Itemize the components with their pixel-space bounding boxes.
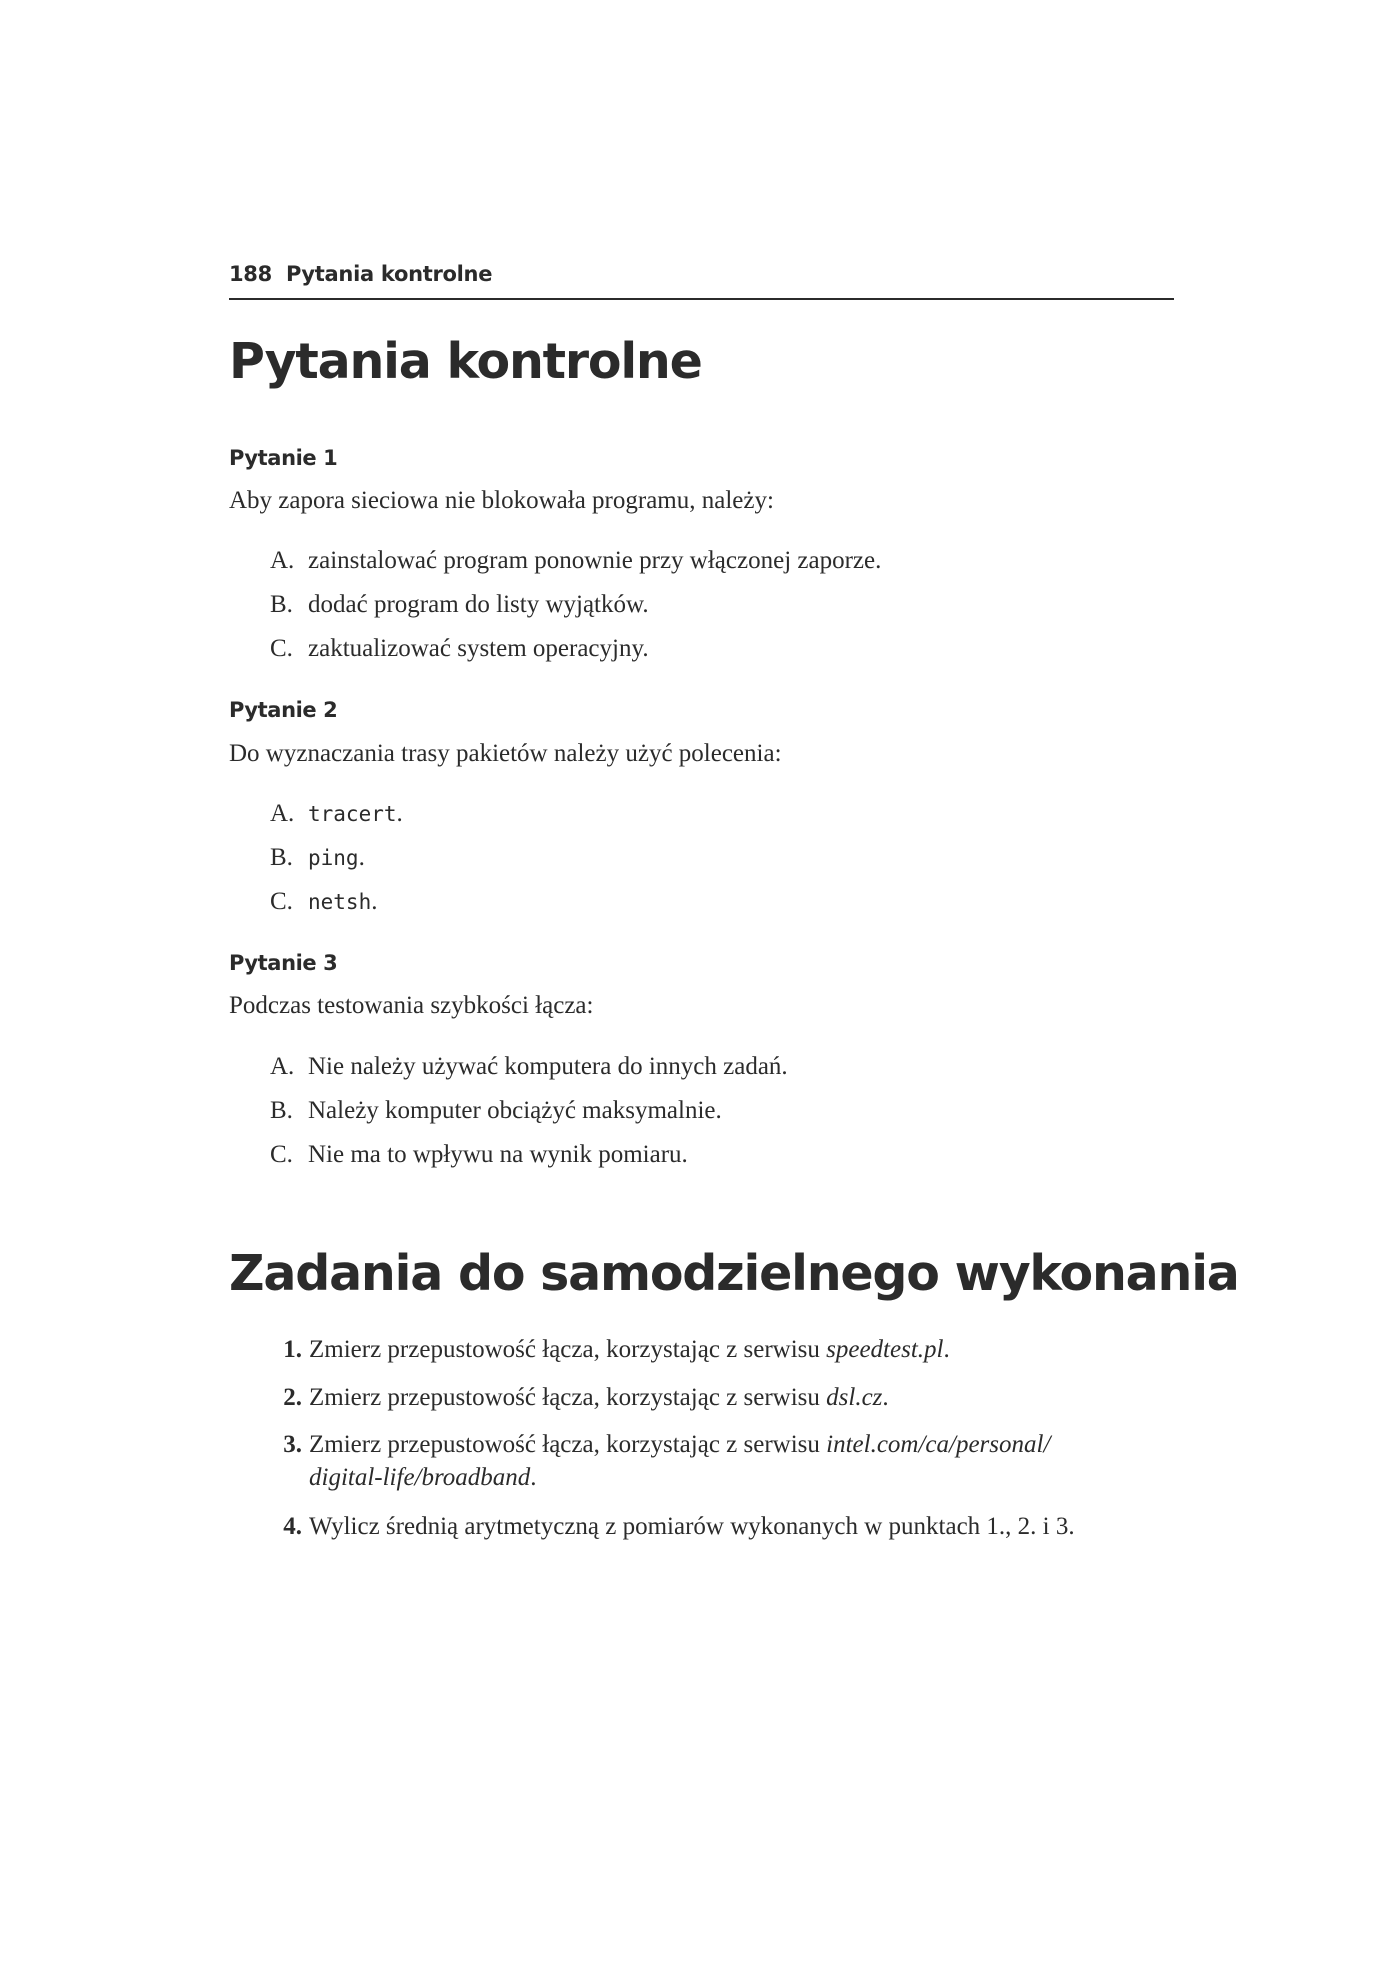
question-3-label: Pytanie 3 <box>229 951 338 975</box>
option-text: zaktualizować system operacyjny. <box>308 635 649 662</box>
website-link[interactable]: intel.com/ca/personal/ <box>826 1431 1051 1458</box>
option-text: Należy komputer obciążyć maksymalnie. <box>308 1097 722 1124</box>
question-3-option-c <box>270 1141 688 1169</box>
task-end: . <box>882 1384 889 1411</box>
task-item-3 <box>268 1428 1148 1494</box>
option-letter: A. <box>270 800 295 827</box>
option-suffix: . <box>371 888 378 915</box>
section-title-review-questions: Pytania kontrolne <box>229 333 702 390</box>
option-text: dodać program do listy wyjątków. <box>308 591 649 618</box>
website-link-continued[interactable]: digital-life/broadband <box>309 1464 531 1491</box>
command-text: tracert <box>308 802 397 826</box>
question-3-text: Podczas testowania szybkości łącza: <box>229 992 594 1019</box>
question-2-text: Do wyznaczania trasy pakietów należy użyć polecenia: <box>229 740 782 767</box>
question-2-option-b <box>270 844 365 872</box>
task-text: Zmierz przepustowość łącza, korzystając z serwisu <box>309 1431 827 1458</box>
section-title-self-study-tasks: Zadania do samodzielnego wykonania <box>229 1245 1239 1302</box>
task-text: Wylicz średnią arytmetyczną z pomiarów wykonanych w punktach 1., 2. i 3. <box>309 1513 1075 1540</box>
option-letter: B. <box>270 591 293 618</box>
task-number: 3. <box>283 1431 302 1458</box>
website-link[interactable]: speedtest.pl <box>826 1336 944 1363</box>
running-header <box>229 262 1174 300</box>
task-number: 4. <box>283 1513 302 1540</box>
page-number: 188 <box>229 262 272 286</box>
website-link[interactable]: dsl.cz <box>826 1384 883 1411</box>
question-1-text: Aby zapora sieciowa nie blokowała programu, należy: <box>229 487 774 514</box>
option-letter: C. <box>270 1141 293 1168</box>
question-3-option-a <box>270 1053 788 1081</box>
question-2-option-a <box>270 800 403 828</box>
question-2-option-c <box>270 888 377 916</box>
question-3-option-b <box>270 1097 722 1125</box>
option-text: zainstalować program ponownie przy włączonej zaporze. <box>308 547 882 574</box>
option-suffix: . <box>396 800 403 827</box>
option-letter: C. <box>270 888 293 915</box>
task-text: Zmierz przepustowość łącza, korzystając z serwisu <box>309 1384 827 1411</box>
task-number: 2. <box>283 1384 302 1411</box>
option-text: Nie należy używać komputera do innych zadań. <box>308 1053 788 1080</box>
option-letter: A. <box>270 547 295 574</box>
task-end: . <box>943 1336 950 1363</box>
option-letter: C. <box>270 635 293 662</box>
task-item-4 <box>268 1510 1148 1543</box>
task-text: Zmierz przepustowość łącza, korzystając z serwisu <box>309 1336 827 1363</box>
option-letter: B. <box>270 1097 293 1124</box>
question-1-option-a <box>270 547 881 575</box>
task-item-2 <box>268 1381 1148 1414</box>
task-item-1 <box>268 1333 1148 1366</box>
command-text: netsh <box>308 890 372 914</box>
question-1-option-b <box>270 591 649 619</box>
question-2-label: Pytanie 2 <box>229 698 338 722</box>
task-end: . <box>530 1464 537 1491</box>
command-text: ping <box>308 846 359 870</box>
option-suffix: . <box>358 844 365 871</box>
option-letter: B. <box>270 844 293 871</box>
option-letter: A. <box>270 1053 295 1080</box>
task-number: 1. <box>283 1336 302 1363</box>
running-title: Pytania kontrolne <box>285 262 493 286</box>
question-1-option-c <box>270 635 649 663</box>
question-1-label: Pytanie 1 <box>229 446 338 470</box>
option-text: Nie ma to wpływu na wynik pomiaru. <box>308 1141 688 1168</box>
